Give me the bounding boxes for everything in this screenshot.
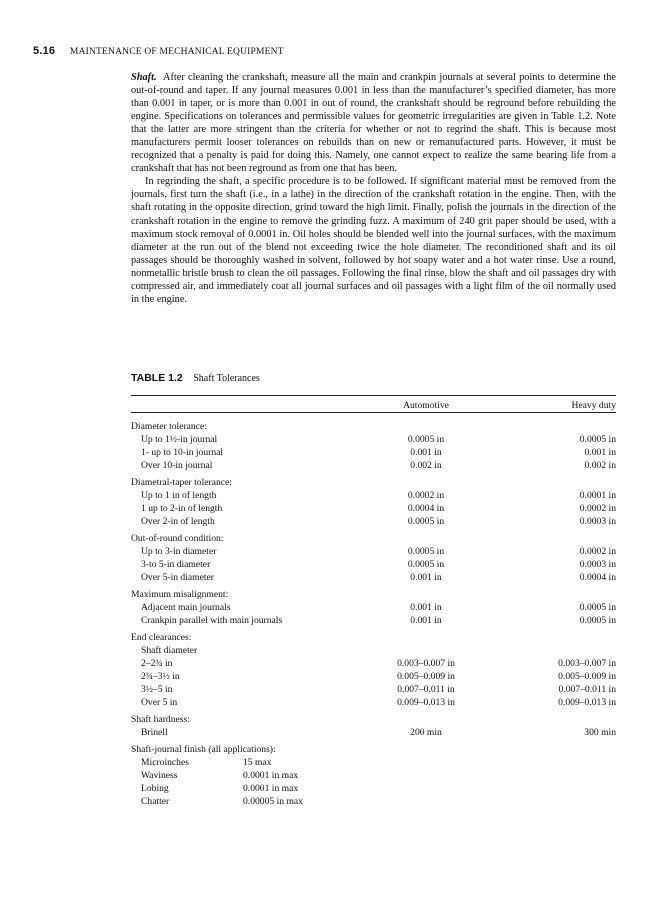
heavy-duty-value: 0.0003 in	[579, 559, 616, 570]
table-row	[131, 657, 616, 670]
heavy-duty-value: 0.0001 in	[579, 490, 616, 501]
table-row	[131, 756, 616, 769]
row-label: 2¾–3½ in	[141, 671, 180, 682]
col-header-automotive: Automotive	[403, 400, 449, 411]
row-label: 3-to 5-in diameter	[141, 559, 211, 570]
section-title: Shaft hardness:	[131, 714, 190, 725]
automotive-value: 200 min	[410, 727, 442, 738]
row-label: 1- up to 10-in journal	[141, 447, 224, 458]
table-number: TABLE 1.2	[131, 372, 183, 384]
automotive-value: 0.0005 in	[407, 434, 445, 445]
table-row	[131, 489, 616, 502]
row-label: Chatter	[141, 796, 170, 807]
section-shaft-hardness	[131, 713, 616, 739]
page-number: 5.16	[33, 45, 56, 57]
finish-value: 0.0001 in max	[243, 770, 299, 781]
row-label: Waviness	[141, 770, 178, 781]
shaft-tolerances-table	[131, 395, 616, 812]
section-title: Shaft-journal finish (all applications):	[131, 744, 276, 755]
table-row	[131, 515, 616, 528]
table-row	[131, 545, 616, 558]
heavy-duty-value: 0.0005 in	[579, 615, 616, 626]
paragraph-1-text: After cleaning the crankshaft, measure all the main and crankpin journals at several points to determine the out-of-round and taper. If any journal measures 0.001 in less than the manufacturer’s specified diameter, has more than 0.001 in taper, or is more than 0.001 in out of round, the crankshaft should be reground before rebuilding the engine. Specifications on tolerances and permissible values for geometric irregularities are given in Table 1.2. Note that the latter are more stringent than the criteria for whether or not to regrind the shaft. This is because most manufacturers permit looser tolerances on rebuilds than on new or remanufactured parts. However, it must be recognized that a penalty is paid for doing this. Namely, one cannot expect to realize the same bearing life from a crankshaft that has not been reground as from one that has been.	[131, 72, 616, 175]
automotive-value: 0.003–0.007 in	[397, 658, 455, 669]
section-maximum-misalignment	[131, 588, 616, 627]
heavy-duty-value: 0.0004 in	[579, 572, 616, 583]
section-title: Out-of-round condition:	[131, 533, 224, 544]
automotive-value: 0.009–0.013 in	[397, 697, 455, 708]
table-row	[131, 670, 616, 683]
section-title: End clearances:	[131, 632, 192, 643]
table-caption	[131, 372, 260, 384]
automotive-value: 0.0002 in	[407, 490, 445, 501]
row-label: Over 5 in	[141, 697, 178, 708]
section-end-clearances	[131, 631, 616, 709]
heavy-duty-value: 0.0003 in	[579, 516, 616, 527]
table-row	[131, 696, 616, 709]
section-journal-finish	[131, 743, 616, 808]
table-row	[131, 459, 616, 472]
table-body	[131, 413, 616, 808]
automotive-value: 0.001 in	[410, 602, 442, 613]
automotive-value: 0.001 in	[410, 447, 442, 458]
paragraph-2: In regrinding the shaft, a specific procedure is to be followed. If significant material must be removed from the journals, first turn the shaft (i.e., in a lathe) in the direction of the crankshaft rotation in the engine. Then, with the shaft rotating in the opposite direction, grind toward the high limit. Finally, polish the journals in the direction of the crankshaft rotation in the engine to remove the grinding fuzz. A maximum of 240 grit paper should be used, with a maximum stock removal of 0.0001 in. Oil holes should be blended well into the journal surfaces, with the maximum diameter at the run out of the blend not exceeding twice the hole diameter. The reconditioned shaft and its oil passages should be thoroughly washed in solvent, followed by hot soapy water and a hot water rinse. Use a round, nonmetallic bristle brush to clean the oil passages. Following the final rinse, blow the shaft and oil passages dry with compressed air, and immediately coat all journal surfaces and oil passages with a light film of the oil normally used in the engine.	[131, 176, 616, 305]
heavy-duty-value: 0.009–0.013 in	[558, 697, 616, 708]
row-label: Over 5-in diameter	[141, 572, 214, 583]
automotive-value: 0.001 in	[410, 615, 442, 626]
heavy-duty-value: 0.0002 in	[579, 546, 616, 557]
row-label: Over 2-in of length	[141, 516, 215, 527]
row-label: Lobing	[141, 783, 169, 794]
table-row	[131, 769, 616, 782]
table-title: Shaft Tolerances	[193, 373, 260, 384]
row-label: Up to 1 in of length	[141, 490, 217, 501]
table-row	[131, 558, 616, 571]
row-label: Over 10-in journal	[141, 460, 213, 471]
automotive-value: 0.005–0.009 in	[397, 671, 455, 682]
section-out-of-round	[131, 532, 616, 584]
finish-value: 15 max	[243, 757, 272, 768]
table-column-headers	[131, 396, 616, 412]
heavy-duty-value: 0.0005 in	[579, 434, 616, 445]
finish-value: 0.00005 in max	[243, 796, 303, 807]
table-row	[131, 446, 616, 459]
row-label: 2–2¾ in	[141, 658, 173, 669]
row-label: Microinches	[141, 757, 189, 768]
table-row	[131, 502, 616, 515]
row-label: Brinell	[141, 727, 168, 738]
table-row	[131, 601, 616, 614]
row-label: Up to 1½-in journal	[141, 434, 218, 445]
heavy-duty-value: 0.003–0.007 in	[558, 658, 616, 669]
section-diametral-taper	[131, 476, 616, 528]
body-text	[131, 71, 616, 306]
paragraph-1	[131, 71, 616, 175]
section-title: Diametral-taper tolerance:	[131, 477, 232, 488]
automotive-value: 0.0004 in	[407, 503, 445, 514]
table-row	[131, 782, 616, 795]
row-label: Crankpin parallel with main journals	[141, 615, 283, 626]
row-label: Adjacent main journals	[141, 602, 231, 613]
automotive-value: 0.0005 in	[407, 516, 445, 527]
heavy-duty-value: 0.001 in	[584, 447, 616, 458]
table-row	[131, 795, 616, 808]
col-header-heavy-duty: Heavy duty	[571, 400, 616, 411]
automotive-value: 0.001 in	[410, 572, 442, 583]
running-title: MAINTENANCE OF MECHANICAL EQUIPMENT	[69, 47, 284, 57]
table-row	[131, 614, 616, 627]
heavy-duty-value: 0.0002 in	[579, 503, 616, 514]
table-row	[131, 433, 616, 446]
heavy-duty-value: 300 min	[584, 727, 616, 738]
automotive-value: 0.0005 in	[407, 546, 445, 557]
heavy-duty-value: 0.002 in	[584, 460, 616, 471]
finish-value: 0.0001 in max	[243, 783, 299, 794]
table-row	[131, 683, 616, 696]
automotive-value: 0.007–0.011 in	[397, 684, 455, 695]
row-label: 1 up to 2-in of length	[141, 503, 223, 514]
row-label: 3½–5 in	[141, 684, 173, 695]
section-title: Maximum misalignment:	[131, 589, 229, 600]
section-diameter-tolerance	[131, 420, 616, 472]
automotive-value: 0.002 in	[410, 460, 442, 471]
row-label: Up to 3-in diameter	[141, 546, 217, 557]
table-row	[131, 571, 616, 584]
lead-in-heading: Shaft.	[131, 72, 157, 83]
running-header	[33, 45, 284, 57]
automotive-value: 0.0005 in	[407, 559, 445, 570]
heavy-duty-value: 0.007–0.011 in	[558, 684, 616, 695]
section-title: Diameter tolerance:	[131, 421, 207, 432]
heavy-duty-value: 0.0005 in	[579, 602, 616, 613]
section-subtitle: Shaft diameter	[141, 645, 198, 656]
heavy-duty-value: 0.005–0.009 in	[558, 671, 616, 682]
table-row	[131, 726, 616, 739]
